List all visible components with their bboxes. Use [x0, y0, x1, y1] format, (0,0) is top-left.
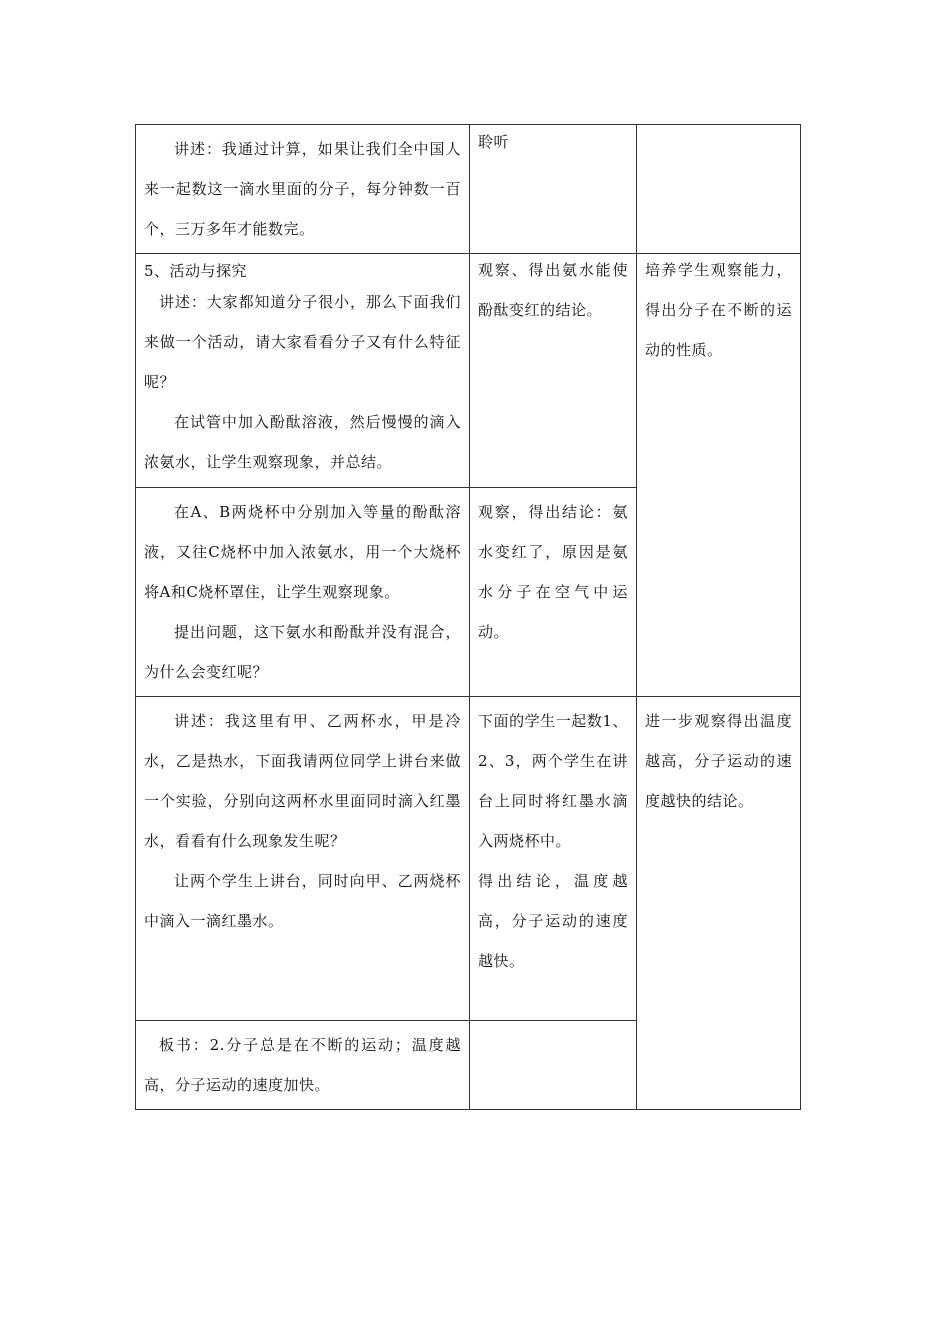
student-activity-cell	[470, 488, 637, 697]
intent-text: 培养学生观察能力，得出分子在不断的运动的性质。	[645, 261, 792, 359]
teacher-text: 在A、B两烧杯中分别加入等量的酚酞溶液，又往C烧杯中加入浓氨水，用一个大烧杯将A和C烧杯罩住，让学生观察现象。	[144, 503, 461, 601]
student-activity-cell	[470, 697, 637, 1021]
section-heading: 5、活动与探究	[144, 262, 248, 280]
student-activity-cell	[470, 1021, 637, 1110]
teacher-text: 在试管中加入酚酞溶液，然后慢慢的滴入浓氨水，让学生观察现象，并总结。	[144, 413, 461, 471]
design-intent-cell	[637, 254, 801, 697]
blackboard-text: 板书：2.分子总是在不断的运动；温度越高，分子运动的速度加快。	[144, 1036, 461, 1094]
intent-text: 进一步观察得出温度越高，分子运动的速度越快的结论。	[645, 712, 792, 810]
teacher-text: 提出问题，这下氨水和酚酞并没有混合，为什么会变红呢？	[144, 623, 461, 681]
student-text: 得出结论，温度越高，分子运动的速度越快。	[478, 872, 628, 970]
table-row	[136, 697, 801, 1021]
student-activity-cell	[470, 254, 637, 488]
teacher-activity-cell	[136, 1021, 470, 1110]
student-text: 聆听	[478, 133, 510, 151]
table-row	[136, 125, 801, 254]
teacher-text: 讲述：大家都知道分子很小，那么下面我们来做一个活动，请大家看看分子又有什么特征呢？	[144, 293, 461, 391]
teacher-activity-cell	[136, 125, 470, 254]
student-text: 下面的学生一起数1、2、3，两个学生在讲台上同时将红墨水滴入两烧杯中。	[478, 712, 628, 850]
student-activity-cell	[470, 125, 637, 254]
student-text: 观察、得出氨水能使酚酞变红的结论。	[478, 261, 628, 319]
teacher-activity-cell	[136, 488, 470, 697]
design-intent-cell	[637, 697, 801, 1110]
student-text: 观察，得出结论：氨水变红了，原因是氨水分子在空气中运动。	[478, 503, 628, 641]
table-row	[136, 254, 801, 488]
teacher-activity-cell	[136, 697, 470, 1021]
teacher-text: 让两个学生上讲台，同时向甲、乙两烧杯中滴入一滴红墨水。	[144, 872, 461, 930]
teacher-text: 讲述：我这里有甲、乙两杯水，甲是冷水，乙是热水，下面我请两位同学上讲台来做一个实验，分别向这两杯水里面同时滴入红墨水，看看有什么现象发生呢？	[144, 712, 461, 850]
teacher-activity-cell	[136, 254, 470, 488]
teacher-text: 讲述：我通过计算，如果让我们全中国人来一起数这一滴水里面的分子，每分钟数一百个，三万多年才能数完。	[144, 140, 461, 238]
lesson-plan-table	[135, 124, 801, 1110]
design-intent-cell	[637, 125, 801, 254]
